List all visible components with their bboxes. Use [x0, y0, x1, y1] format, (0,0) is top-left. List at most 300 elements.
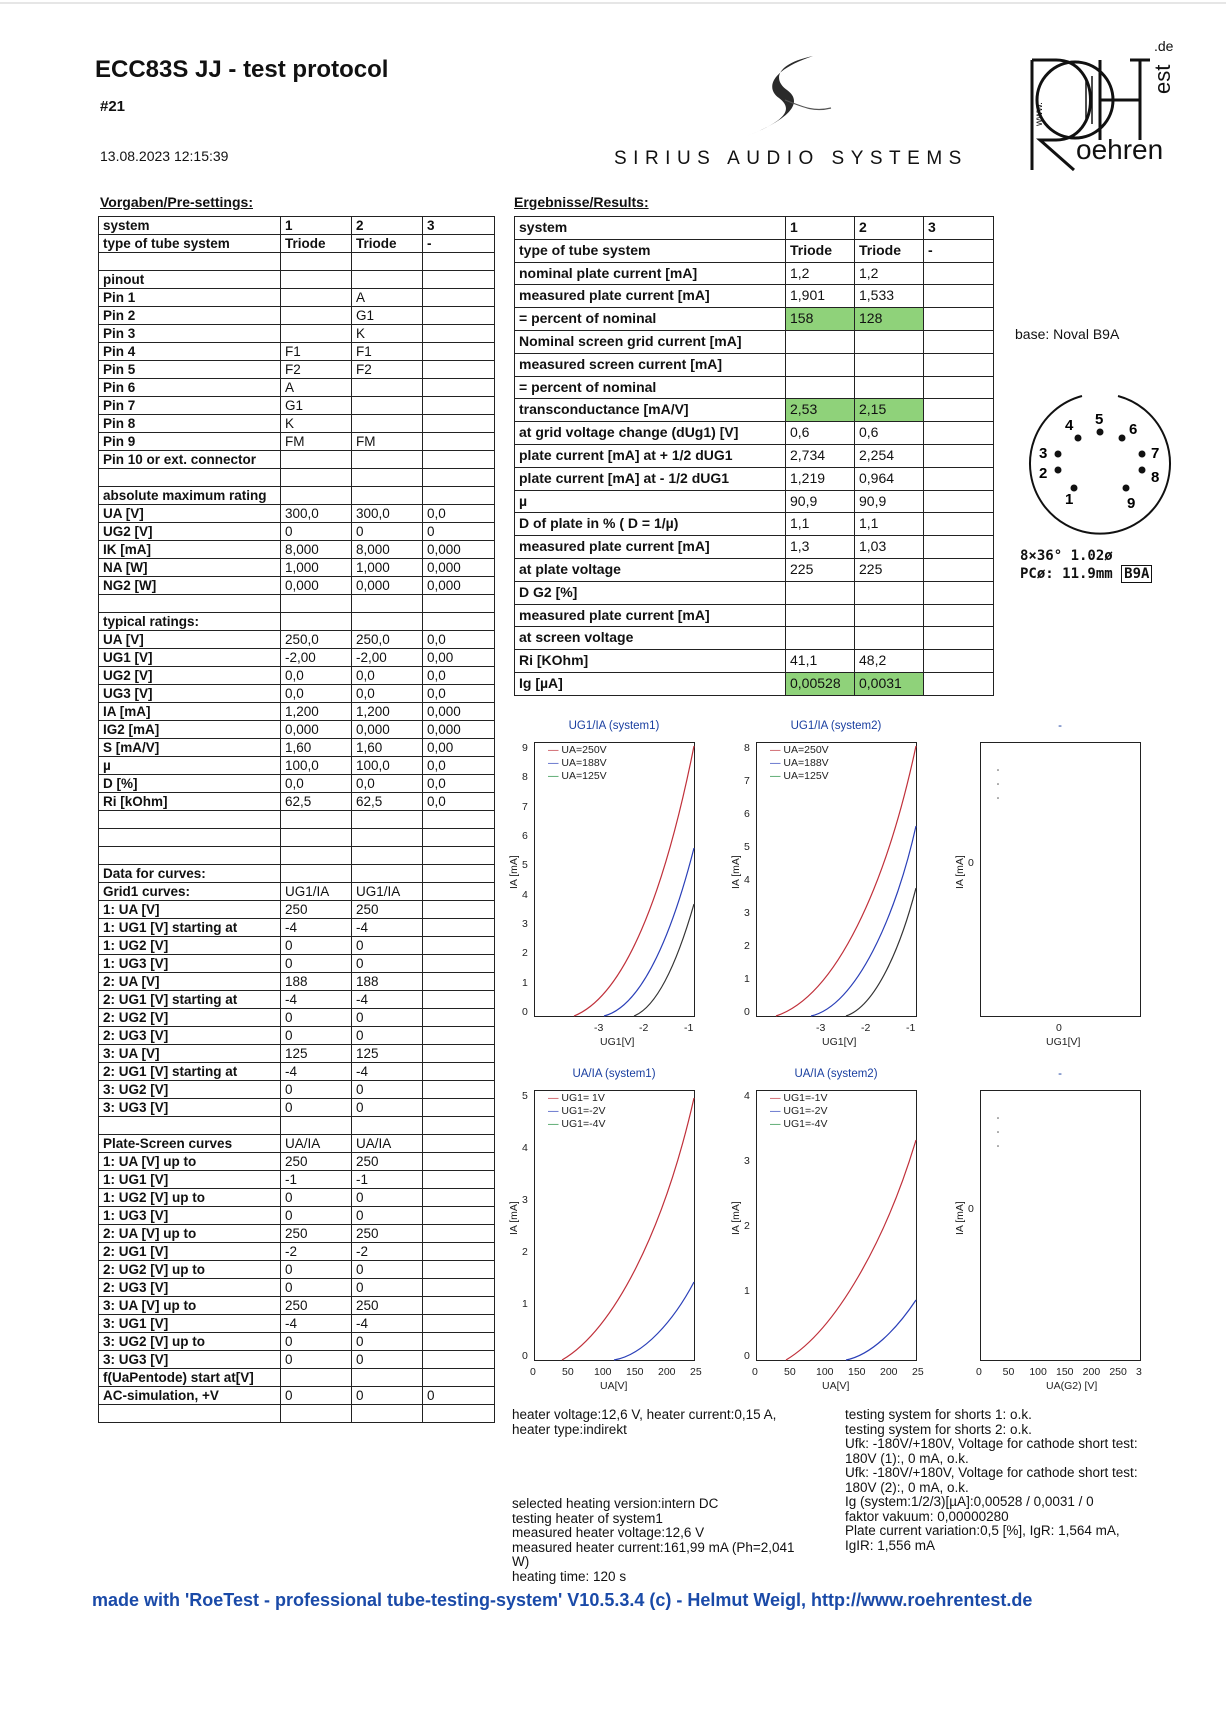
res-cell: D of plate in % ( D = 1/µ)	[515, 513, 786, 536]
x-tick-label: 3	[1136, 1366, 1142, 1378]
pre-cell: -	[423, 235, 495, 253]
res-row	[515, 536, 994, 559]
x-axis-label: UG1[V]	[822, 1036, 857, 1048]
res-cell: 158	[786, 308, 855, 331]
pre-cell	[352, 1369, 423, 1387]
pre-cell	[281, 271, 352, 289]
legend-entry	[548, 1105, 605, 1118]
pre-cell: 0,0	[281, 775, 352, 793]
legend-swatch-icon: —	[548, 1105, 562, 1117]
x-axis-label: UA(G2) [V]	[1046, 1380, 1098, 1392]
legend-entry	[770, 1105, 827, 1118]
pre-cell: 2: UG3 [V]	[99, 1279, 281, 1297]
plots-area	[508, 704, 1158, 1404]
res-cell	[786, 353, 855, 376]
x-tick-label: -3	[594, 1022, 604, 1034]
res-cell	[855, 604, 924, 627]
res-cell: 41,1	[786, 650, 855, 673]
pre-row	[99, 613, 495, 631]
pre-row	[99, 1135, 495, 1153]
pre-cell	[352, 811, 423, 829]
presettings-table	[98, 216, 495, 1423]
y-tick-label: 0	[522, 1006, 528, 1018]
res-row	[515, 262, 994, 285]
pre-cell	[99, 1405, 281, 1423]
socket-pin-label: 2	[1039, 465, 1048, 482]
pre-cell	[352, 613, 423, 631]
pre-cell: 250	[281, 1153, 352, 1171]
pre-row	[99, 505, 495, 523]
pre-row	[99, 847, 495, 865]
y-axis-label: IA [mA]	[508, 1201, 520, 1235]
x-tick-label: 150	[848, 1366, 866, 1378]
y-tick-label: 2	[744, 940, 750, 952]
pre-cell: 0	[352, 1099, 423, 1117]
pre-cell: 1,60	[281, 739, 352, 757]
pre-cell	[423, 307, 495, 325]
logo-oehren: oehren	[1076, 134, 1164, 165]
pre-cell: -2,00	[352, 649, 423, 667]
pre-cell: 8,000	[281, 541, 352, 559]
y-tick-label: 0	[968, 857, 974, 870]
res-row	[515, 513, 994, 536]
res-cell: plate current [mA] at - 1/2 dUG1	[515, 467, 786, 490]
x-tick-label: 0	[1056, 1022, 1062, 1034]
pre-cell: 1: UG1 [V]	[99, 1171, 281, 1189]
note-line: 180V (2):, 0 mA, o.k.	[845, 1479, 969, 1495]
pre-cell: F2	[281, 361, 352, 379]
pre-row	[99, 955, 495, 973]
pre-cell: type of tube system	[99, 235, 281, 253]
legend-entry	[770, 1092, 827, 1105]
pre-row	[99, 235, 495, 253]
res-row	[515, 581, 994, 604]
pre-row	[99, 1189, 495, 1207]
socket-pin-icon	[1123, 485, 1130, 492]
socket-pin-icon	[1055, 451, 1062, 458]
res-cell: 2,15	[855, 399, 924, 422]
pre-cell: 0	[352, 1351, 423, 1369]
base-type: base: Noval B9A	[1015, 326, 1120, 342]
plot-curve	[776, 746, 916, 1016]
pre-row	[99, 1171, 495, 1189]
res-cell	[924, 285, 994, 308]
res-cell: measured plate current [mA]	[515, 285, 786, 308]
pre-cell: 0,0	[423, 505, 495, 523]
pre-row	[99, 919, 495, 937]
pre-cell: Pin 6	[99, 379, 281, 397]
note-line: selected heating version:intern DC	[512, 1496, 719, 1511]
res-cell: 1,2	[855, 262, 924, 285]
pre-row	[99, 991, 495, 1009]
pre-cell	[423, 1027, 495, 1045]
socket-pin-label: 8	[1151, 469, 1160, 486]
pre-cell: Pin 8	[99, 415, 281, 433]
pre-cell: 250	[352, 1225, 423, 1243]
heating-notes	[512, 1497, 832, 1584]
results-table	[514, 216, 994, 696]
y-tick-label: 4	[522, 888, 528, 901]
y-tick-label: 3	[744, 1155, 750, 1167]
res-cell	[924, 581, 994, 604]
pre-cell: 0,000	[423, 703, 495, 721]
res-cell: measured plate current [mA]	[515, 536, 786, 559]
pre-cell: -2,00	[281, 649, 352, 667]
pre-row	[99, 307, 495, 325]
pre-row	[99, 1009, 495, 1027]
pre-cell: Pin 4	[99, 343, 281, 361]
note-line: testing system for shorts 2: o.k.	[845, 1421, 1032, 1437]
pre-cell	[423, 991, 495, 1009]
y-axis-label: IA [mA]	[730, 1201, 742, 1235]
note-line: Plate current variation:0,5 [%], IgR: 1,564 mA,	[845, 1523, 1120, 1538]
res-cell: = percent of nominal	[515, 308, 786, 331]
socket-spec-b9a: B9A	[1121, 565, 1152, 583]
x-tick-label: 250	[1109, 1366, 1127, 1378]
legend-swatch-icon: —	[770, 1092, 784, 1104]
socket-pin-label: 6	[1129, 421, 1138, 438]
pre-cell: NG2 [W]	[99, 577, 281, 595]
pre-cell	[423, 1135, 495, 1153]
pre-cell: 1,200	[352, 703, 423, 721]
pre-row	[99, 577, 495, 595]
pre-cell	[99, 1117, 281, 1135]
pre-cell: 0	[352, 1207, 423, 1225]
plot-title: UA/IA (system1)	[572, 1068, 656, 1080]
pre-cell: 3	[423, 217, 495, 235]
pre-cell	[423, 487, 495, 505]
pre-cell: 0	[281, 955, 352, 973]
y-tick-label: 4	[744, 874, 750, 886]
pre-cell	[423, 613, 495, 631]
pre-cell: 125	[352, 1045, 423, 1063]
note-line: measured heater voltage:12,6 V	[512, 1525, 705, 1540]
pre-cell	[423, 1189, 495, 1207]
plot-legend	[770, 1092, 827, 1131]
pre-cell: 0	[281, 1207, 352, 1225]
pre-cell: Pin 10 or ext. connector	[99, 451, 281, 469]
pre-row	[99, 1261, 495, 1279]
pre-cell	[352, 379, 423, 397]
pre-row	[99, 721, 495, 739]
pre-cell: 2: UG3 [V]	[99, 1027, 281, 1045]
pre-cell	[352, 1117, 423, 1135]
plot-curve	[846, 1300, 916, 1360]
res-row	[515, 604, 994, 627]
pre-cell: 0	[281, 937, 352, 955]
pre-row	[99, 361, 495, 379]
y-tick-label: 6	[744, 808, 750, 820]
x-tick-label: 100	[816, 1366, 834, 1378]
pre-row	[99, 1405, 495, 1423]
x-tick-label: -2	[861, 1022, 871, 1034]
pre-cell: 2: UG1 [V]	[99, 1243, 281, 1261]
pre-cell: 0	[281, 1099, 352, 1117]
pre-cell: 0,0	[423, 775, 495, 793]
pre-cell: 0,000	[352, 577, 423, 595]
pre-cell	[352, 271, 423, 289]
pre-cell	[423, 1279, 495, 1297]
pre-row	[99, 1099, 495, 1117]
pre-cell: Pin 1	[99, 289, 281, 307]
x-axis-label: UG1[V]	[1046, 1036, 1081, 1048]
pre-cell: F1	[281, 343, 352, 361]
legend-entry	[548, 744, 607, 757]
pre-cell: 3: UG1 [V]	[99, 1315, 281, 1333]
pre-row	[99, 559, 495, 577]
page-title: ECC83S JJ - test protocol	[95, 56, 389, 83]
pre-cell: 3: UA [V] up to	[99, 1297, 281, 1315]
pre-row	[99, 775, 495, 793]
pre-cell	[281, 469, 352, 487]
pre-cell: 3: UG2 [V]	[99, 1081, 281, 1099]
res-cell	[924, 513, 994, 536]
pre-cell	[352, 847, 423, 865]
pre-cell: UG3 [V]	[99, 685, 281, 703]
pre-row	[99, 289, 495, 307]
res-cell	[855, 376, 924, 399]
pre-cell	[423, 1315, 495, 1333]
res-cell	[924, 262, 994, 285]
res-cell: 3	[924, 217, 994, 240]
pre-cell	[99, 253, 281, 271]
pre-cell: 0	[281, 523, 352, 541]
pre-cell	[352, 451, 423, 469]
res-cell	[924, 558, 994, 581]
pre-row	[99, 487, 495, 505]
pre-cell: Data for curves:	[99, 865, 281, 883]
pre-row	[99, 1153, 495, 1171]
pre-cell: 0,00	[423, 649, 495, 667]
res-cell: type of tube system	[515, 239, 786, 262]
pre-cell	[281, 829, 352, 847]
pre-cell: 2	[352, 217, 423, 235]
sirius-logo-icon	[735, 50, 835, 142]
logo-de: .de	[1154, 38, 1174, 54]
pre-cell	[352, 1405, 423, 1423]
res-cell: plate current [mA] at + 1/2 dUG1	[515, 444, 786, 467]
pre-cell: 100,0	[281, 757, 352, 775]
legend-label: UA=188V	[783, 757, 829, 769]
res-cell	[924, 330, 994, 353]
socket-pin-label: 9	[1127, 495, 1136, 512]
res-cell: 0,00528	[786, 672, 855, 695]
res-cell	[924, 444, 994, 467]
res-cell	[786, 376, 855, 399]
pre-row	[99, 973, 495, 991]
res-cell: 225	[855, 558, 924, 581]
y-tick-label: 8	[522, 771, 528, 784]
note-line: 180V (1):, 0 mA, o.k.	[845, 1450, 969, 1466]
res-cell	[786, 330, 855, 353]
res-cell: 1,533	[855, 285, 924, 308]
pre-cell: Triode	[281, 235, 352, 253]
x-axis-label: UG1[V]	[600, 1036, 635, 1048]
y-axis-label: IA [mA]	[954, 1201, 966, 1235]
legend-label: UG1=-1V	[783, 1092, 828, 1104]
logo-est: est	[1150, 64, 1175, 94]
pre-cell: -2	[281, 1243, 352, 1261]
pre-row	[99, 1279, 495, 1297]
socket-pin-icon	[1139, 467, 1146, 474]
res-cell: at screen voltage	[515, 627, 786, 650]
pre-cell	[423, 937, 495, 955]
pre-cell	[281, 289, 352, 307]
res-cell: at grid voltage change (dUg1) [V]	[515, 422, 786, 445]
x-tick-label: 0	[752, 1366, 758, 1378]
pre-cell	[423, 415, 495, 433]
pre-cell: Pin 9	[99, 433, 281, 451]
pre-cell	[423, 1063, 495, 1081]
pre-cell	[423, 973, 495, 991]
legend-swatch-icon: —	[770, 757, 784, 769]
pre-cell	[281, 253, 352, 271]
pre-cell	[423, 271, 495, 289]
y-tick-label: 4	[744, 1090, 750, 1102]
res-row	[515, 444, 994, 467]
legend-label: UG1=-2V	[561, 1105, 606, 1117]
note-line: faktor vakuum: 0,00000280	[845, 1508, 1009, 1524]
pre-row	[99, 1243, 495, 1261]
pre-cell	[423, 595, 495, 613]
pre-row	[99, 271, 495, 289]
pre-cell: 0	[423, 1387, 495, 1405]
x-tick-label: 100	[594, 1366, 612, 1378]
legend-entry	[548, 770, 607, 783]
socket-pin-label: 5	[1095, 411, 1104, 428]
pre-cell: 0	[281, 1351, 352, 1369]
pre-cell	[423, 865, 495, 883]
res-cell: 0,964	[855, 467, 924, 490]
plot-title: -	[1058, 720, 1062, 732]
res-row	[515, 217, 994, 240]
y-tick-label: 9	[522, 742, 528, 754]
pre-row	[99, 1297, 495, 1315]
pre-row	[99, 685, 495, 703]
pre-cell: IA [mA]	[99, 703, 281, 721]
pre-cell: FM	[352, 433, 423, 451]
res-cell	[924, 536, 994, 559]
legend-label: UG1=-4V	[783, 1118, 828, 1130]
pre-cell: -4	[352, 1315, 423, 1333]
pre-cell: 3: UG3 [V]	[99, 1099, 281, 1117]
pre-cell	[352, 397, 423, 415]
res-cell	[855, 330, 924, 353]
legend-entry	[770, 770, 829, 783]
pre-cell: 2: UA [V] up to	[99, 1225, 281, 1243]
pre-cell: 1: UG2 [V]	[99, 937, 281, 955]
pre-cell	[281, 595, 352, 613]
pre-cell: -4	[281, 991, 352, 1009]
pre-row	[99, 631, 495, 649]
pre-cell: 2: UG2 [V] up to	[99, 1261, 281, 1279]
pre-cell: K	[281, 415, 352, 433]
pre-row	[99, 1333, 495, 1351]
pre-cell: FM	[281, 433, 352, 451]
note-line: testing system for shorts 1: o.k.	[845, 1407, 1032, 1422]
pre-row	[99, 433, 495, 451]
plot-curve	[604, 848, 694, 1016]
pre-cell: UG2 [V]	[99, 667, 281, 685]
pre-row	[99, 883, 495, 901]
res-row	[515, 330, 994, 353]
res-row	[515, 467, 994, 490]
pre-cell: 62,5	[281, 793, 352, 811]
y-tick-label: 0	[522, 1350, 528, 1362]
pre-cell	[281, 847, 352, 865]
y-tick-label: 6	[522, 830, 528, 842]
pre-cell	[352, 829, 423, 847]
pre-cell: 250	[352, 1153, 423, 1171]
y-tick-label: 7	[744, 775, 750, 787]
pre-cell	[99, 469, 281, 487]
pre-cell: 0,000	[423, 721, 495, 739]
pre-cell: -1	[352, 1171, 423, 1189]
logo-www: www.	[1034, 102, 1045, 126]
pre-cell: 0,000	[281, 577, 352, 595]
pre-row	[99, 1369, 495, 1387]
pre-cell: typical ratings:	[99, 613, 281, 631]
x-tick-label: -2	[639, 1022, 649, 1034]
y-tick-label: 0	[968, 1203, 974, 1216]
legend-label: UG1=-4V	[561, 1118, 606, 1130]
pre-cell: S [mA/V]	[99, 739, 281, 757]
res-cell: Nominal screen grid current [mA]	[515, 330, 786, 353]
socket-specs	[1020, 547, 1152, 583]
pre-cell: 0,00	[423, 739, 495, 757]
pre-cell: 3: UG3 [V]	[99, 1351, 281, 1369]
protocol-number: #21	[100, 98, 126, 115]
pre-cell: IG2 [mA]	[99, 721, 281, 739]
pre-cell: 0,000	[423, 541, 495, 559]
pre-row	[99, 739, 495, 757]
pre-cell: 0,000	[352, 721, 423, 739]
pre-cell	[423, 1045, 495, 1063]
pre-cell: 3: UG2 [V] up to	[99, 1333, 281, 1351]
res-cell: 0,0031	[855, 672, 924, 695]
res-row	[515, 672, 994, 695]
legend-swatch-icon: —	[548, 744, 562, 756]
res-cell: 1,1	[855, 513, 924, 536]
pre-row	[99, 325, 495, 343]
res-cell	[924, 353, 994, 376]
pre-cell	[423, 1261, 495, 1279]
y-tick-label: 1	[744, 1285, 750, 1297]
pre-cell: 188	[281, 973, 352, 991]
pre-cell	[281, 865, 352, 883]
res-cell: 2,254	[855, 444, 924, 467]
pre-cell: UG1/IA	[281, 883, 352, 901]
pre-row	[99, 811, 495, 829]
y-axis-label: IA [mA]	[508, 855, 520, 889]
plot-curve	[614, 1282, 694, 1360]
x-axis-label: UA[V]	[822, 1380, 850, 1392]
pre-cell: G1	[281, 397, 352, 415]
plot-curve	[634, 904, 694, 1016]
pre-cell: Pin 2	[99, 307, 281, 325]
pre-row	[99, 343, 495, 361]
pre-row	[99, 793, 495, 811]
res-cell: 225	[786, 558, 855, 581]
pre-cell: pinout	[99, 271, 281, 289]
pre-cell: 250	[352, 1297, 423, 1315]
plot-curve	[574, 746, 694, 1016]
pre-cell: 1,000	[281, 559, 352, 577]
pre-cell	[99, 595, 281, 613]
pre-cell	[423, 919, 495, 937]
pre-cell	[423, 901, 495, 919]
pre-cell: 0	[281, 1189, 352, 1207]
